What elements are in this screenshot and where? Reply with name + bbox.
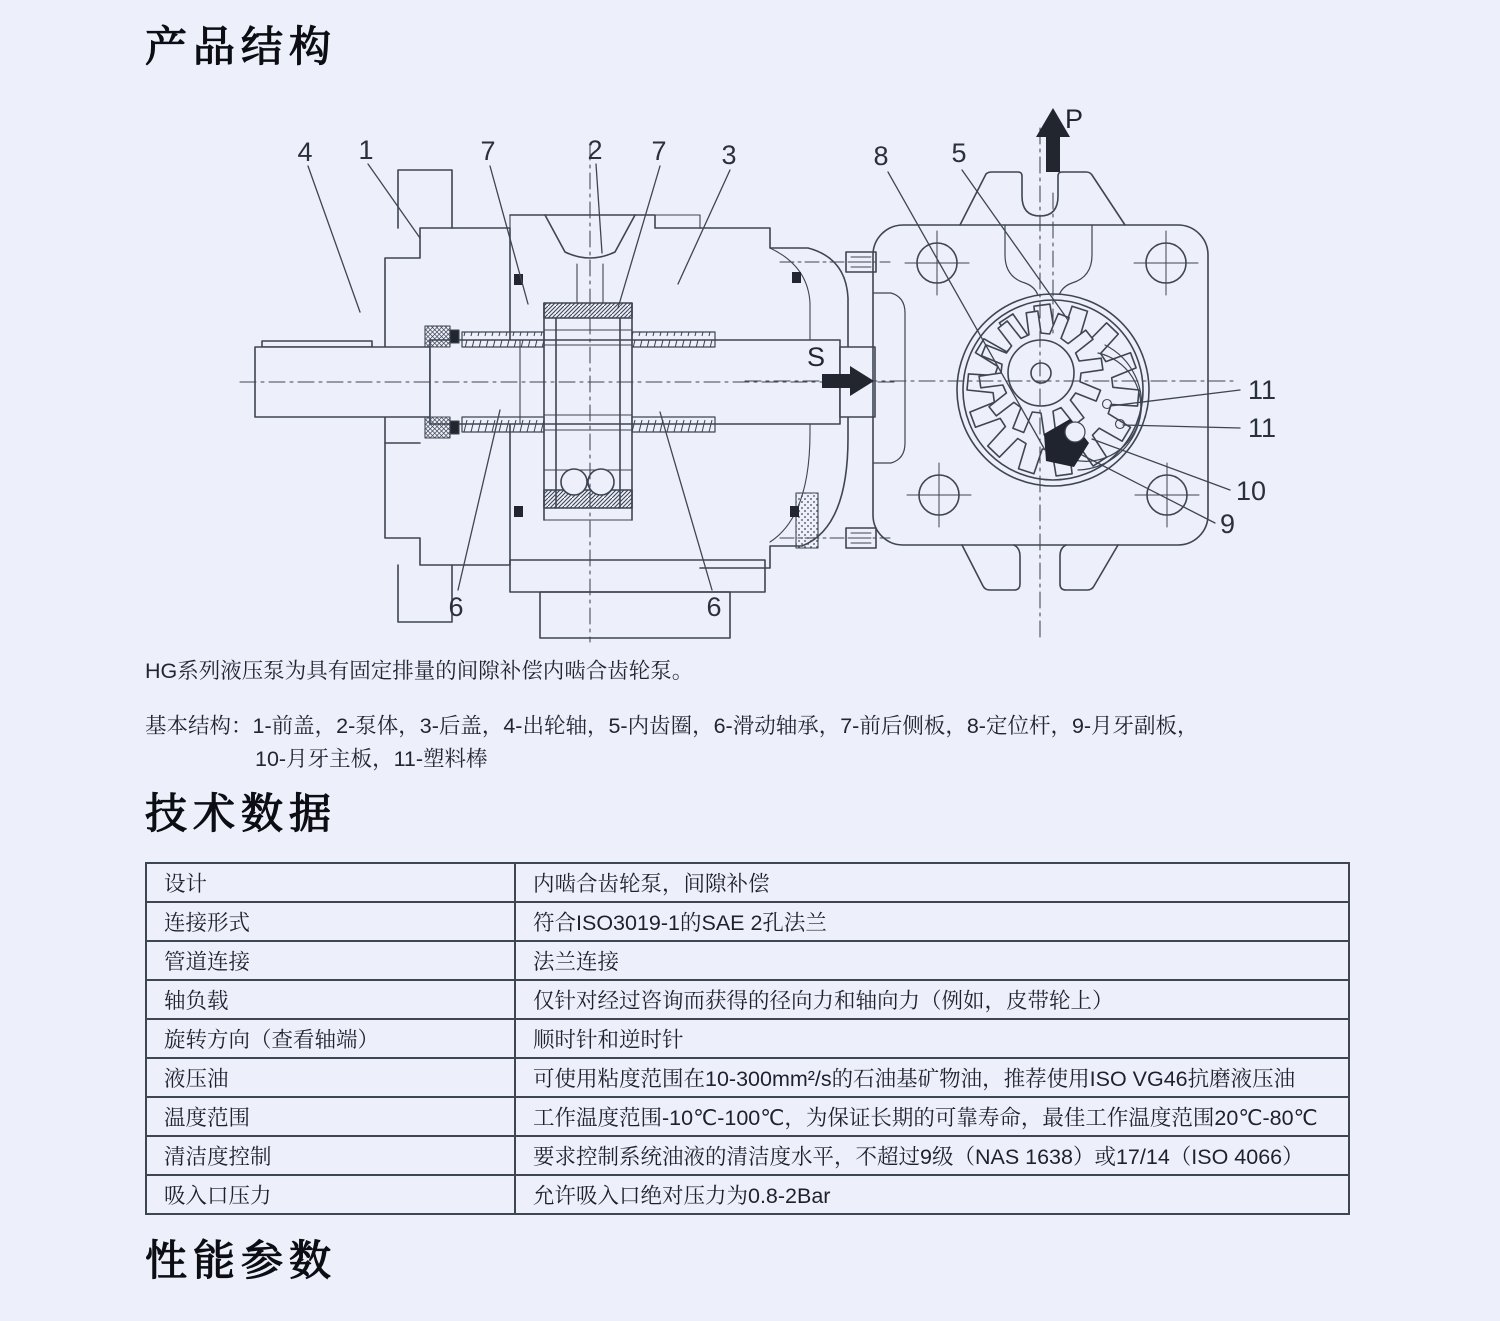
parts-list-line2: 10-月牙主板，11-塑料棒 [255,747,488,771]
port-label-s: S [806,342,826,372]
part-label-8: 8 [873,141,889,171]
table-row [146,1136,1349,1175]
part-label-5: 5 [951,138,967,168]
technical-data-title: 技术数据 [145,790,338,837]
part-label-7b: 7 [651,136,667,166]
spec-label: 连接形式 [146,902,515,941]
part-label-2: 2 [587,135,603,165]
spec-value: 仅针对经过咨询而获得的径向力和轴向力（例如，皮带轮上） [515,980,1349,1019]
spec-value: 内啮合齿轮泵，间隙补偿 [515,863,1349,902]
intro-paragraph: HG系列液压泵为具有固定排量的间隙补偿内啮合齿轮泵。 [145,659,694,683]
spec-label: 温度范围 [146,1097,515,1136]
table-row [146,902,1349,941]
part-label-6a: 6 [448,592,464,622]
parts-list-line1: 基本结构：1-前盖，2-泵体，3-后盖，4-出轮轴，5-内齿圈，6-滑动轴承，7-前后侧板，8-定位杆，9-月牙副板， [145,714,1199,738]
part-label-11b: 11 [1248,413,1277,443]
spec-value: 法兰连接 [515,941,1349,980]
spec-value: 符合ISO3019-1的SAE 2孔法兰 [515,902,1349,941]
part-label-11a: 11 [1248,375,1277,405]
performance-params-title: 性能参数 [145,1237,338,1284]
spec-value: 允许吸入口绝对压力为0.8-2Bar [515,1175,1349,1214]
spec-label: 液压油 [146,1058,515,1097]
table-row [146,1175,1349,1214]
front-view [745,104,1276,638]
product-structure-title: 产品结构 [145,23,338,70]
table-row [146,1097,1349,1136]
cross-section-view [240,135,898,642]
table-row [146,1019,1349,1058]
part-label-1: 1 [358,135,374,165]
spec-label: 旋转方向（查看轴端） [146,1019,515,1058]
part-label-6b: 6 [706,592,722,622]
spec-value: 要求控制系统油液的清洁度水平，不超过9级（NAS 1638）或17/14（ISO 4066） [515,1136,1349,1175]
spec-label: 轴负载 [146,980,515,1019]
spec-value: 顺时针和逆时针 [515,1019,1349,1058]
spec-value: 可使用粘度范围在10-300mm²/s的石油基矿物油，推荐使用ISO VG46抗磨液压油 [515,1058,1349,1097]
part-label-7a: 7 [480,136,496,166]
port-label-p: P [1065,104,1084,134]
spec-label: 清洁度控制 [146,1136,515,1175]
part-label-9: 9 [1220,509,1236,539]
table-row [146,980,1349,1019]
spec-label: 管道连接 [146,941,515,980]
pump-structure-diagram [140,98,1360,653]
part-label-4: 4 [297,137,313,167]
part-label-10: 10 [1236,476,1267,506]
part-label-3: 3 [721,140,737,170]
spec-label: 设计 [146,863,515,902]
spec-label: 吸入口压力 [146,1175,515,1214]
table-row [146,863,1349,902]
bottom-plates [510,560,765,638]
spec-table [145,862,1350,1215]
spec-value: 工作温度范围-10℃-100℃，为保证长期的可靠寿命，最佳工作温度范围20℃-80℃ [515,1097,1349,1136]
pump-body-outline [510,215,700,303]
table-row [146,1058,1349,1097]
table-row [146,941,1349,980]
